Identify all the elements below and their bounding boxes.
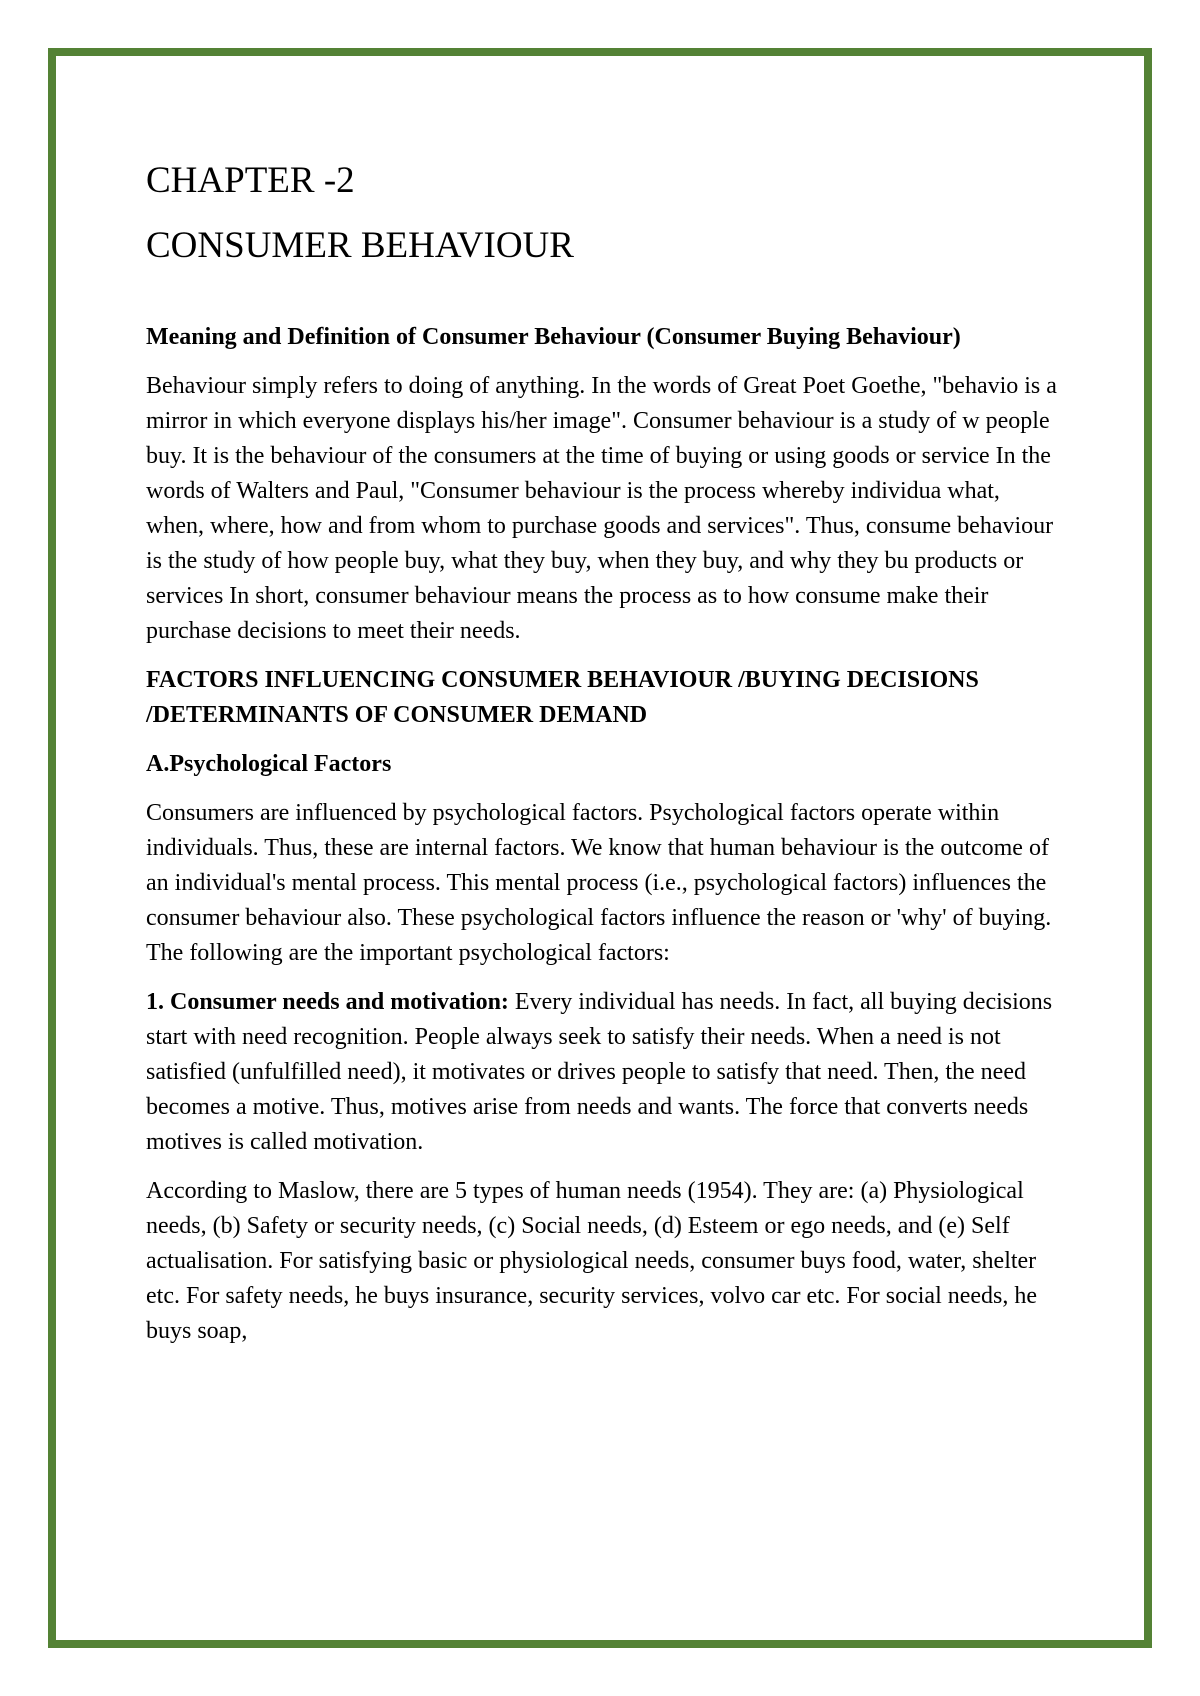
needs-motivation-paragraph <box>146 985 1061 1160</box>
psychological-intro: Consumers are influenced by psychological factors. Psychological factors operate within individuals. Thus, these are internal factors. We know that human behaviour is the outcome of an individual's mental process. This mental process (i.e., psychological factors) influences the consumer behaviour also. These psychological factors influence the reason or 'why' of buying. The following are the important psychological factors: <box>146 800 1052 966</box>
meaning-paragraph: Behaviour simply refers to doing of anything. In the words of Great Poet Goethe, "behavio is a mirror in which everyone displays his/her image". Consumer behaviour is a study of w people buy. It is the behaviour of the consumers at the time of buying or using goods or service In the words of Walters and Paul, "Consumer behaviour is the process whereby individua what, when, where, how and from whom to purchase goods and services". Thus, consume behaviour is the study of how people buy, what they buy, when they buy, and why they bu products or services In short, consumer behaviour means the process as to how consume make their purchase decisions to meet their needs. <box>146 373 1057 644</box>
maslow-paragraph: According to Maslow, there are 5 types of human needs (1954). They are: (a) Physiological needs, (b) Safety or security needs, (c) Social needs, (d) Esteem or ego needs, and (e) Self actualisation. For satisfying basic or physiological needs, consumer buys food, water, shelter etc. For safety needs, he buys insurance, security services, volvo car etc. For social needs, he buys soap, <box>146 1178 1038 1344</box>
psychological-heading: A.Psychological Factors <box>146 751 392 777</box>
needs-motivation-text: Every individual has needs. In fact, all buying decisions start with need recognition. People always seek to satisfy their needs. When a need is not satisfied (unfulfilled need), it motivates or drives people to satisfy that need. Then, the need becomes a motive. Thus, motives arise from needs and wants. The force that converts needs motives is called motivation. <box>146 989 1053 1155</box>
chapter-number: CHAPTER -2 <box>146 160 355 201</box>
chapter-title: CONSUMER BEHAVIOUR <box>146 225 574 266</box>
factors-heading: FACTORS INFLUENCING CONSUMER BEHAVIOUR /BUYING DECISIONS /DETERMINANTS OF CONSUMER DEMAND <box>146 667 979 728</box>
document-body <box>146 148 1061 1349</box>
chapter-heading <box>146 148 1061 278</box>
needs-motivation-label: 1. Consumer needs and motivation: <box>146 989 509 1015</box>
meaning-heading: Meaning and Definition of Consumer Behaviour (Consumer Buying Behaviour) <box>146 324 961 350</box>
